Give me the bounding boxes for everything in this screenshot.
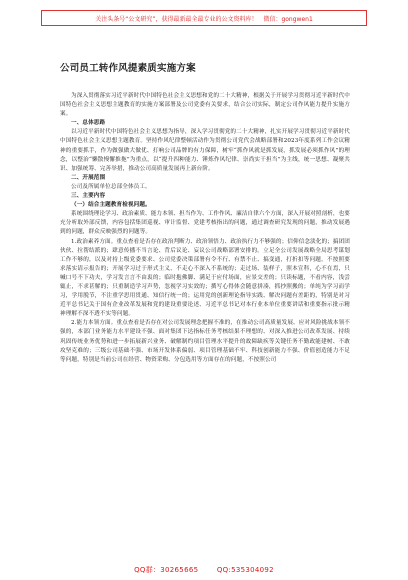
body-paragraph: 为深入贯彻落实习近平新时代中国特色社会主义思想和党的二十大精神，根据关于开展学习贯彻习近平新时代中国特色社会主义思想主题教育的实施方案部署及公司党委有关要求，结合公司实际，制定公司作风能力提升实施方案。	[60, 93, 350, 118]
body-paragraph: 2.能力本领方面。重点查看是否存在对公司发展理念把握不准的，在推动公司高质量发展、应对风险挑战本领不强的，本部门业务能力水平建设不强、面对集团下达指标任务考核结果不理想的、对深入推进公司改革发展、持续巩固传统业务优势和进一步拓展新兴业务、破解制约项目管理水平提升的故障缺疾等关键任务不勤政能建树、不敢攻坚克难的；三级公司基础不强、市场开发体系偏弱、项目管理基础不牢、科技创新能力不强、价值创造能力不足等问题，特别是当前公司在经营、物资采购、分包选用等方面存在的问题，不按照公司	[60, 320, 350, 363]
section-heading: 一、总体思路	[71, 120, 106, 127]
subsection-heading: （一）结合主题教育检视问题。	[71, 202, 151, 209]
section-heading: 三、主要内容	[71, 193, 106, 200]
body-paragraph: 以习近平新时代中国特色社会主义思想为指导，深入学习贯彻党的二十大精神，扎实开展学习贯彻习近平新时代中国特色社会主义思想主题教育。坚持作风纪律整顿活动作为贯彻公司党代会战略部署和2023年度系列工作会议精神的重要抓手，作为做强做大做优、打响公司品牌的有力保障，树牢“抓作风就是抓发展，抓发展必须抓作风”的理念，以整治“懒散慢懈推拖”为重点，以“提升四种能力、锤炼作风纪律、崇尚实干担当”为主线，统一思想、凝聚共识、加强统筹、完善举措，推动公司高质量发展再上新台阶。	[60, 129, 350, 172]
top-banner: 关注头条号“公文研究”，获得最新最全最专业的公文资料库！ 微信：gongwen1	[41, 10, 367, 26]
body-paragraph: 系统围绕理论学习、政治素质、能力本领、担当作为、工作作风、廉洁自律六个方面，深入开展对照剖析，也要充分听取外部反馈，内容包括集团巡视、审计监督、党建考核指出的问题，通过调查研究发现的问题，推动发展遇到的问题，群众反映强烈的问题等。	[60, 211, 350, 236]
footer-qq: QQ:535304092	[216, 566, 274, 574]
document-page	[60, 60, 350, 365]
document-body	[60, 92, 350, 365]
body-paragraph: 1.政治素养方面。重点查看是否存在政治判断力、政治领悟力、政治执行力不够强的；信仰信念淡化的；搞团团伙伙、拉帮结派的；肆意传播不当言论、背后议论、妄议公司战略部署安排的。立足全公司发展战略全局思考谋划工作不够的，以及对持上级党委要求、公司党委决策部署有令不行、有禁不止、搞变通，打折扣等问题。不按照要求落实请示报告的；开展学习过于形式主义、不走心不深入不系统的；走过场、装样子，照本宣科，心不在焉，只喊口号不下功夫，学习发言言不由衷的；临时抱佛脚、满足于应付场面，应景交差的；只读标题，不看内容，浅尝辄止，不求甚解的；只重制造学习声势，忽视学习实效的；撰写心得体会随意拼凑，抓抄照搬的；单纯为学习而学习，学用脱节，不注重学思用贯通、知信行统一的；运用党的创新理论指导实践、解决问题有差距的，特别是对习近平总书记关于国有企业改革发展和党的建设重要论述、习近平总书记对本行业本单位重要讲话和重要指示批示精神理解不深不透不实等问题。	[60, 238, 350, 318]
footer-qq-group: QQ群：30265665	[134, 566, 199, 574]
document-title: 公司员工转作风提素质实施方案	[60, 63, 196, 74]
section-heading: 二、开展范围	[71, 174, 106, 181]
body-paragraph: 公司及所属单位总部全体员工。	[71, 183, 151, 190]
footer-contact	[0, 565, 408, 575]
